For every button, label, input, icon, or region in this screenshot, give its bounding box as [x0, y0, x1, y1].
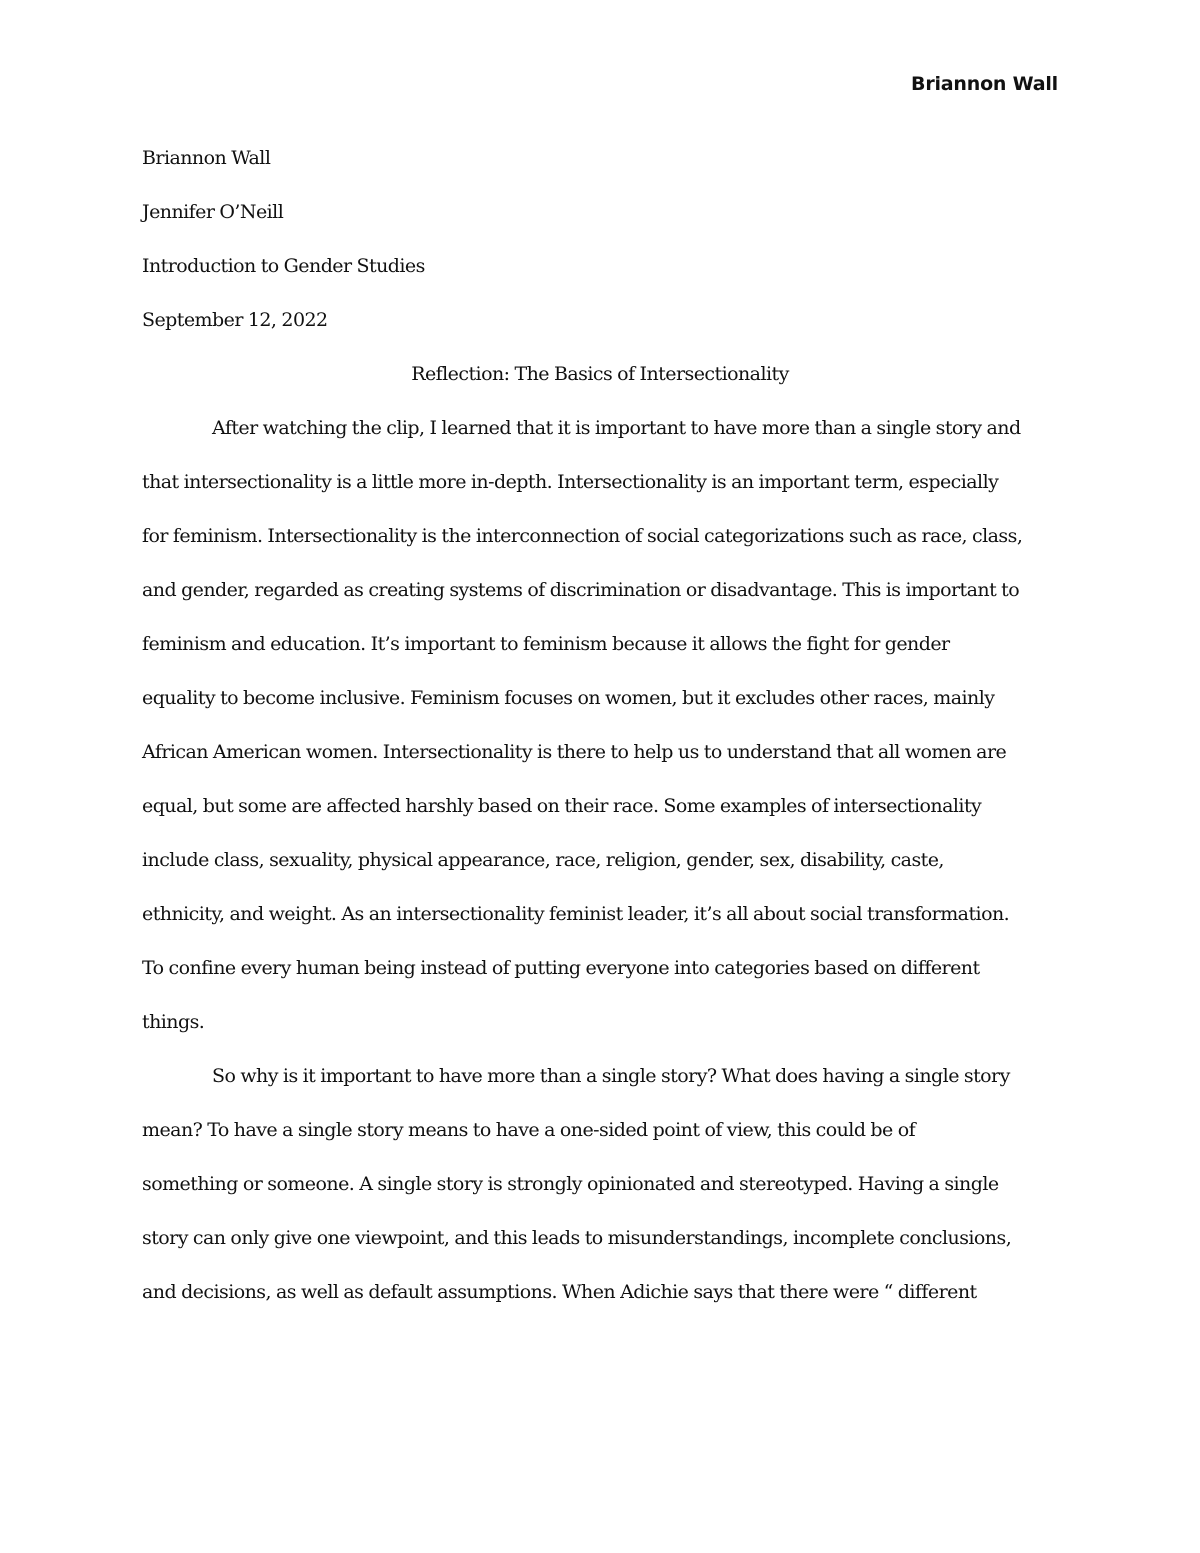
paragraph-1-line: equal, but some are affected harshly based on their race. Some examples of intersectionality: [142, 795, 982, 817]
paragraph-2-line: mean? To have a single story means to have a one-sided point of view, this could be of: [142, 1119, 916, 1141]
paragraph-2-line: story can only give one viewpoint, and this leads to misunderstandings, incomplete conclusions,: [142, 1227, 1012, 1249]
essay-date: September 12, 2022: [142, 309, 328, 331]
running-header: Briannon Wall: [911, 73, 1058, 95]
paragraph-1-line: equality to become inclusive. Feminism focuses on women, but it excludes other races, mainly: [142, 687, 995, 709]
paragraph-2-line: something or someone. A single story is strongly opinionated and stereotyped. Having a single: [142, 1173, 999, 1195]
essay-title: Reflection: The Basics of Intersectionality: [411, 363, 789, 385]
paragraph-1-line: and gender, regarded as creating systems of discrimination or disadvantage. This is important to: [142, 579, 1020, 601]
paragraph-1-line: for feminism. Intersectionality is the interconnection of social categorizations such as race, class,: [142, 525, 1023, 547]
paragraph-1-line: ethnicity, and weight. As an intersectionality feminist leader, it’s all about social transformation.: [142, 903, 1010, 925]
paragraph-1-line: include class, sexuality, physical appearance, race, religion, gender, sex, disability, caste,: [142, 849, 944, 871]
paragraph-2-line: and decisions, as well as default assumptions. When Adichie says that there were “ different: [142, 1281, 977, 1303]
paragraph-1-line: feminism and education. It’s important to feminism because it allows the fight for gender: [142, 633, 950, 655]
paragraph-1-line: African American women. Intersectionality is there to help us to understand that all women are: [142, 741, 1007, 763]
student-name: Briannon Wall: [142, 147, 271, 169]
paragraph-1-line: things.: [142, 1011, 205, 1033]
paragraph-2-line: So why is it important to have more than a single story? What does having a single story: [212, 1065, 1010, 1087]
instructor-name: Jennifer O’Neill: [142, 201, 284, 223]
paragraph-1-line: To confine every human being instead of putting everyone into categories based on different: [142, 957, 980, 979]
paragraph-1-line: that intersectionality is a little more in-depth. Intersectionality is an important term, especially: [142, 471, 999, 493]
paragraph-1-line: After watching the clip, I learned that it is important to have more than a single story and: [212, 417, 1021, 439]
course-name: Introduction to Gender Studies: [142, 255, 425, 277]
